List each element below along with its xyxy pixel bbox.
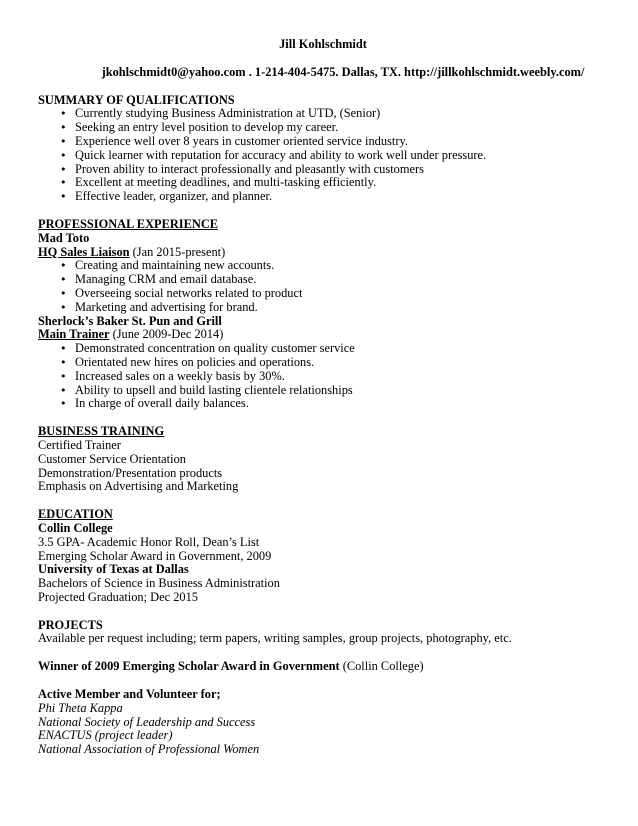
spacer xyxy=(38,605,608,619)
summary-item: • Experience well over 8 years in customer oriented service industry. xyxy=(38,135,608,149)
job-title-line xyxy=(38,328,608,342)
award-title: Winner of 2009 Emerging Scholar Award in Government xyxy=(38,659,340,674)
job-duties-list xyxy=(38,259,608,314)
spacer xyxy=(38,646,608,660)
award-school: (Collin College) xyxy=(339,659,424,674)
school-detail: Bachelors of Science in Business Administration xyxy=(38,576,280,591)
job-duty: • Marketing and advertising for brand. xyxy=(38,301,608,315)
summary-item: • Seeking an entry level position to develop my career. xyxy=(38,121,608,135)
job-title: Main Trainer xyxy=(38,327,110,342)
experience-heading: PROFESSIONAL EXPERIENCE xyxy=(38,216,219,231)
volunteer-heading: Active Member and Volunteer for; xyxy=(38,687,221,702)
projects-heading: PROJECTS xyxy=(38,617,103,632)
school-detail: Projected Graduation; Dec 2015 xyxy=(38,589,198,604)
spacer xyxy=(38,52,608,66)
school-detail: Emerging Scholar Award in Government, 2009 xyxy=(38,548,272,563)
volunteer-org: National Association of Professional Women xyxy=(38,742,260,757)
summary-item: • Quick learner with reputation for accuracy and ability to work well under pressure. xyxy=(38,149,608,163)
spacer xyxy=(38,411,608,425)
resume-page xyxy=(38,38,608,757)
job-duty: • Managing CRM and email database. xyxy=(38,273,608,287)
job-title: HQ Sales Liaison xyxy=(38,244,130,259)
job-title-line xyxy=(38,246,608,260)
summary-item: • Proven ability to interact professionally and pleasantly with customers xyxy=(38,163,608,177)
volunteer-org: ENACTUS (project leader) xyxy=(38,728,173,743)
volunteer-org: National Society of Leadership and Success xyxy=(38,714,256,729)
school-detail: 3.5 GPA- Academic Honor Roll, Dean’s List xyxy=(38,534,260,549)
contact-line: jkohlschmidt0@yahoo.com . 1-214-404-5475. Dallas, TX. http://jillkohlschmidt.weebly.com/ xyxy=(101,64,585,79)
training-heading: BUSINESS TRAINING xyxy=(38,424,165,439)
job-duty: • Overseeing social networks related to product xyxy=(38,287,608,301)
job-duty: • Demonstrated concentration on quality customer service xyxy=(38,342,608,356)
training-line: Customer Service Orientation xyxy=(38,451,186,466)
job-duty: • Ability to upsell and build lasting clientele relationships xyxy=(38,384,608,398)
summary-list xyxy=(38,107,608,204)
projects-text: Available per request including; term papers, writing samples, group projects, photography, etc. xyxy=(38,631,512,646)
school-name: Collin College xyxy=(38,520,113,535)
spacer xyxy=(38,204,608,218)
job-company: Mad Toto xyxy=(38,230,90,245)
job-duty: • Orientated new hires on policies and operations. xyxy=(38,356,608,370)
candidate-name: Jill Kohlschmidt xyxy=(279,37,367,51)
volunteer-org: Phi Theta Kappa xyxy=(38,700,123,715)
training-line: Certified Trainer xyxy=(38,437,121,452)
school-name: University of Texas at Dallas xyxy=(38,562,189,577)
job-dates: (June 2009-Dec 2014) xyxy=(109,327,224,342)
job-duty: • Increased sales on a weekly basis by 30%. xyxy=(38,370,608,384)
summary-item: • Excellent at meeting deadlines, and multi-tasking efficiently. xyxy=(38,176,608,190)
summary-heading: SUMMARY OF QUALIFICATIONS xyxy=(38,92,235,107)
job-duty: • Creating and maintaining new accounts. xyxy=(38,259,608,273)
job-duty: • In charge of overall daily balances. xyxy=(38,397,608,411)
spacer xyxy=(38,494,608,508)
job-duties-list xyxy=(38,342,608,411)
education-heading: EDUCATION xyxy=(38,507,113,522)
spacer xyxy=(38,674,608,688)
training-line: Emphasis on Advertising and Marketing xyxy=(38,479,239,494)
job-dates: (Jan 2015-present) xyxy=(129,244,226,259)
summary-item: • Currently studying Business Administration at UTD, (Senior) xyxy=(38,107,608,121)
summary-item: • Effective leader, organizer, and planner. xyxy=(38,190,608,204)
award-line xyxy=(38,660,608,674)
training-line: Demonstration/Presentation products xyxy=(38,465,223,480)
job-company: Sherlock’s Baker St. Pun and Grill xyxy=(38,313,222,328)
spacer xyxy=(38,80,608,94)
